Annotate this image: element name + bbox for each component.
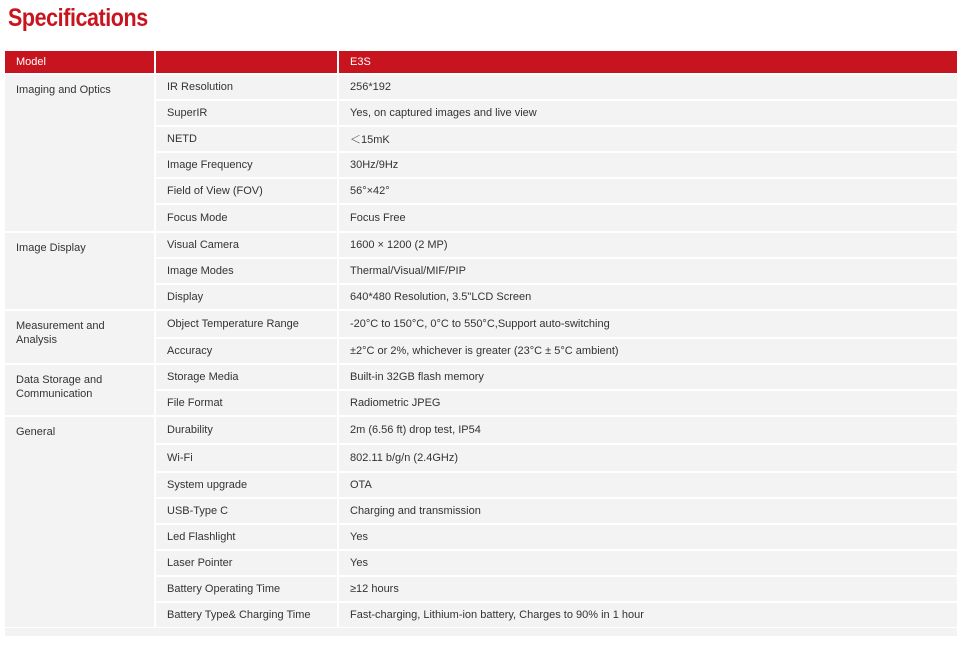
value-cell: ≥12 hours [339,577,957,601]
table-row [156,127,957,151]
group-name: Imaging and Optics [5,75,154,231]
feature-cell: Storage Media [156,365,337,389]
value-cell: 640*480 Resolution, 3.5"LCD Screen [339,285,957,309]
group-name: Data Storage and Communication [5,365,154,415]
value-cell: Yes [339,551,957,575]
feature-cell: USB-Type C [156,499,337,523]
value-cell: ±2°C or 2%, whichever is greater (23°C ± 5°C ambient) [339,339,957,363]
table-row [156,417,957,443]
page-title: Specifications [8,4,148,32]
table-row [156,365,957,389]
group-name: Measurement and Analysis [5,311,154,363]
table-row [156,75,957,99]
feature-cell: Object Temperature Range [156,311,337,337]
table-footer-bar [5,628,957,636]
feature-cell: Accuracy [156,339,337,363]
feature-cell: Wi-Fi [156,445,337,471]
table-row [156,311,957,337]
table-row [156,445,957,471]
feature-cell: Display [156,285,337,309]
feature-cell: Durability [156,417,337,443]
spec-group [5,365,957,415]
value-cell: Yes [339,525,957,549]
table-row [156,551,957,575]
table-row [156,179,957,203]
value-cell: 1600 × 1200 (2 MP) [339,233,957,257]
table-row [156,233,957,257]
feature-cell: Visual Camera [156,233,337,257]
value-cell: 56°×42° [339,179,957,203]
table-row [156,259,957,283]
value-cell: Thermal/Visual/MIF/PIP [339,259,957,283]
feature-cell: Led Flashlight [156,525,337,549]
feature-cell: NETD [156,127,337,151]
spec-group [5,311,957,363]
table-row [156,577,957,601]
spec-group [5,75,957,231]
group-name: Image Display [5,233,154,309]
table-row [156,285,957,309]
value-cell: 2m (6.56 ft) drop test, IP54 [339,417,957,443]
value-cell: Fast-charging, Lithium-ion battery, Charges to 90% in 1 hour [339,603,957,627]
table-row [156,153,957,177]
table-row [156,473,957,497]
header-model-label: Model [5,51,154,73]
feature-cell: Image Modes [156,259,337,283]
table-row [156,339,957,363]
header-feature-label [156,51,337,73]
feature-cell: Laser Pointer [156,551,337,575]
feature-cell: File Format [156,391,337,415]
spec-group [5,233,957,309]
value-cell: Built-in 32GB flash memory [339,365,957,389]
feature-cell: Focus Mode [156,205,337,231]
feature-cell: Field of View (FOV) [156,179,337,203]
spec-table [5,51,957,627]
feature-cell: Image Frequency [156,153,337,177]
value-cell: 802.11 b/g/n (2.4GHz) [339,445,957,471]
group-name: General [5,417,154,627]
table-row [156,603,957,627]
table-row [156,391,957,415]
header-model-name: E3S [339,51,957,73]
table-row [156,205,957,231]
value-cell: Yes, on captured images and live view [339,101,957,125]
value-cell: Radiometric JPEG [339,391,957,415]
table-row [156,525,957,549]
table-row [156,101,957,125]
value-cell: Focus Free [339,205,957,231]
value-cell: OTA [339,473,957,497]
feature-cell: IR Resolution [156,75,337,99]
spec-group [5,417,957,627]
value-cell: -20°C to 150°C, 0°C to 550°C,Support auto-switching [339,311,957,337]
feature-cell: System upgrade [156,473,337,497]
value-cell: Charging and transmission [339,499,957,523]
table-header [5,51,957,73]
value-cell: ＜15mK [339,127,957,151]
value-cell: 30Hz/9Hz [339,153,957,177]
table-row [156,499,957,523]
feature-cell: Battery Operating Time [156,577,337,601]
feature-cell: SuperIR [156,101,337,125]
value-cell: 256*192 [339,75,957,99]
feature-cell: Battery Type& Charging Time [156,603,337,627]
